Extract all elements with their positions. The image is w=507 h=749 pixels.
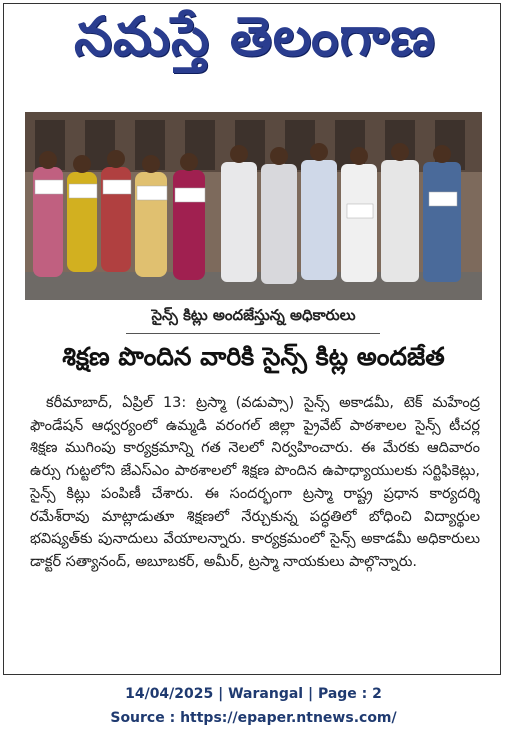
article-headline: శిక్షణ పొందిన వారికి సైన్స్ కిట్ల అందజేత xyxy=(62,342,445,371)
article-paragraph: కరీమాబాద్, ఏప్రిల్ 13: ట్రస్మా (వడుప్సా) సైన్స్ అకాడమీ, టెక్ మహేంద్ర ఫౌండేషన్ ఆధ్వర్యంలో ఉమ్మడి వరంగల్ జిల్లా ప్రైవేట్ పాఠశాలల సైన్స్ టీచర్ల శిక్షణ ముగింపు కార్యక్రమాన్ని గత నెలలో నిర్వహించారు. ఈ మేరకు ఆదివారం ఉర్సు గుట్టలోని జేఎస్ఎం పాఠశాలలో శిక్షణ పొందిన ఉపాధ్యాయులకు సర్టిఫికెట్లు, సైన్స్ కిట్లు పంపిణీ చేశారు. ఈ సందర్భంగా ట్రస్మా రాష్ట్ర ప్రధాన కార్యదర్శి రమేశ్‌రావు మాట్లాడుతూ శిక్షణలో నేర్చుకున్న పద్ధతిలో బోధించి విద్యార్థుల భవిష్యత్‌కు పునాదులు వేయాలన్నారు. కార్యక్రమంలో సైన్స్ అకాడమీ అధికారులు డాక్టర్ సత్యానంద్, అబూబకర్, అమీర్, ట్రస్మా నాయకులు పాల్గొన్నారు. xyxy=(30,395,480,570)
footer-date-line: 14/04/2025 | Warangal | Page : 2 xyxy=(125,686,382,702)
footer-source-line: Source : https://epaper.ntnews.com/ xyxy=(110,710,397,726)
clipping-border xyxy=(3,3,501,675)
article-body xyxy=(30,392,480,574)
newspaper-masthead: నమస్తే తెలంగాణ xyxy=(74,4,436,68)
photo-caption: సైన్స్ కిట్లు అందజేస్తున్న అధికారులు xyxy=(151,306,356,324)
caption-underline xyxy=(126,333,380,334)
group-photo-icon xyxy=(25,112,482,300)
news-photo xyxy=(25,112,482,300)
